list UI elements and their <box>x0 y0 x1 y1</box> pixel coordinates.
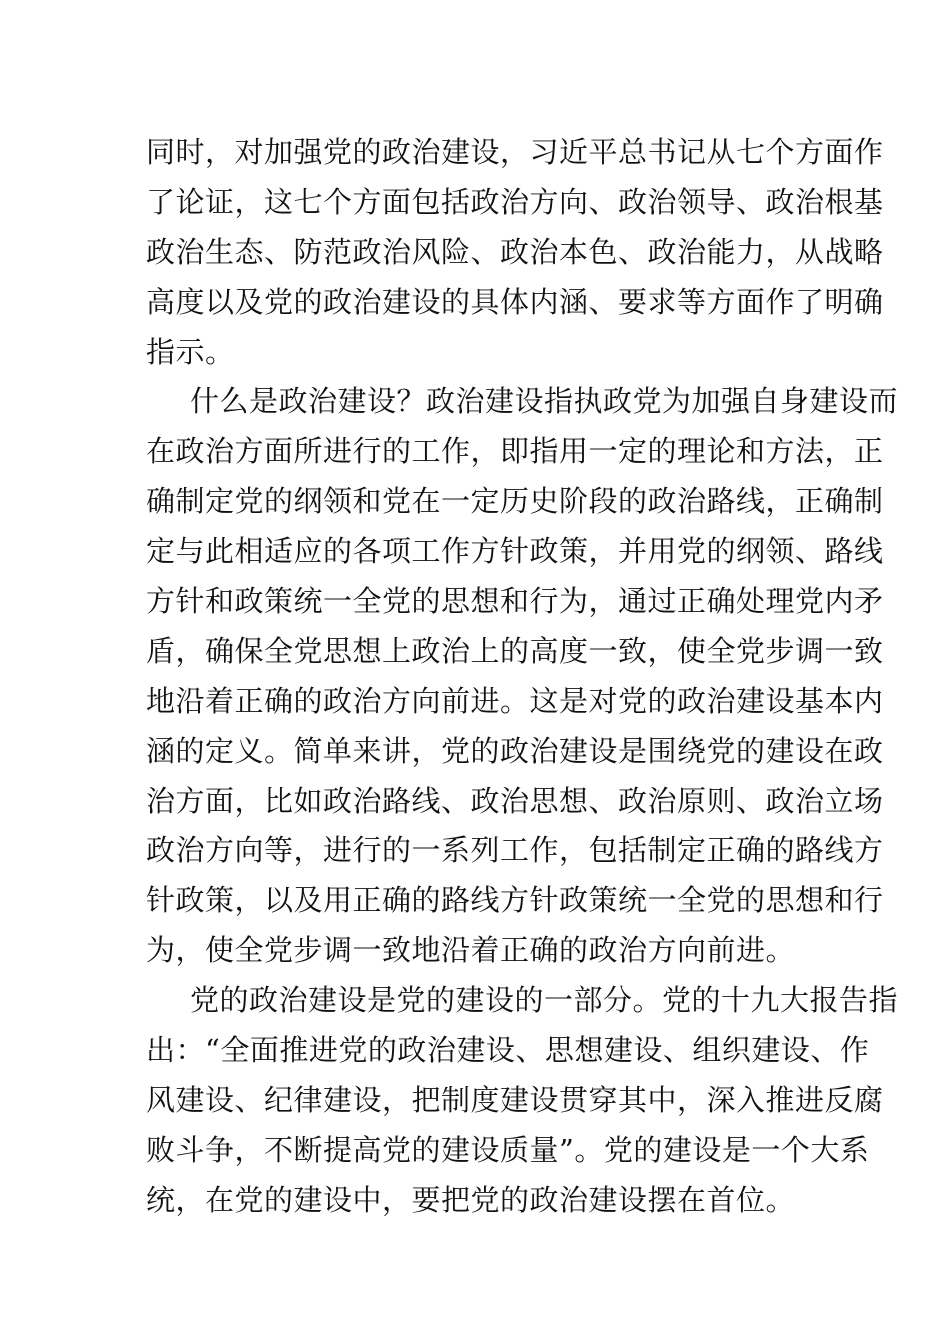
paragraph-1-line-2: 了论证，这七个方面包括政治方向、政治领导、政治根基 <box>146 184 884 219</box>
paragraph-2-line-7: 地沿着正确的政治方向前进。这是对党的政治建设基本内 <box>146 683 884 718</box>
paragraph-2-line-9: 治方面，比如政治路线、政治思想、政治原则、政治立场 <box>146 783 884 818</box>
paragraph-2-line-10: 政治方向等，进行的一系列工作，包括制定正确的路线方 <box>146 833 884 868</box>
paragraph-2-line-12: 为，使全党步调一致地沿着正确的政治方向前进。 <box>146 933 796 968</box>
paragraph-3-line-3: 风建设、纪律建设，把制度建设贯穿其中，深入推进反腐 <box>146 1082 884 1117</box>
paragraph-1-line-3: 政治生态、防范政治风险、政治本色、政治能力，从战略 <box>146 234 884 269</box>
paragraph-1-line-1: 同时，对加强党的政治建设，习近平总书记从七个方面作 <box>146 135 884 169</box>
paragraph-2-line-3: 确制定党的纲领和党在一定历史阶段的政治路线，正确制 <box>146 484 884 519</box>
paragraph-2-line-2: 在政治方面所进行的工作，即指用一定的理论和方法，正 <box>146 434 884 469</box>
paragraph-3-line-2: 出：“全面推进党的政治建设、思想建设、组织建设、作 <box>146 1033 870 1068</box>
paragraph-2-line-4: 定与此相适应的各项工作方针政策，并用党的纲领、路线 <box>146 534 884 569</box>
paragraph-3-line-4: 败斗争，不断提高党的建设质量”。党的建设是一个大系 <box>146 1132 870 1167</box>
document-body <box>146 128 899 1226</box>
paragraph-3-line-5: 统，在党的建设中，要把党的政治建设摆在首位。 <box>146 1182 796 1217</box>
paragraph-2-line-11: 针政策，以及用正确的路线方针政策统一全党的思想和行 <box>146 883 884 918</box>
paragraph-2-line-1: 什么是政治建设？政治建设指执政党为加强自身建设而 <box>190 384 899 419</box>
paragraph-2-line-5: 方针和政策统一全党的思想和行为，通过正确处理党内矛 <box>146 584 884 619</box>
paragraph-2-line-8: 涵的定义。简单来讲，党的政治建设是围绕党的建设在政 <box>146 733 884 768</box>
paragraph-3-line-1: 党的政治建设是党的建设的一部分。党的十九大报告指 <box>190 983 899 1018</box>
paragraph-1-line-4: 高度以及党的政治建设的具体内涵、要求等方面作了明确 <box>146 284 884 319</box>
paragraph-2-line-6: 盾，确保全党思想上政治上的高度一致，使全党步调一致 <box>146 633 884 668</box>
paragraph-1-line-5: 指示。 <box>146 334 235 369</box>
